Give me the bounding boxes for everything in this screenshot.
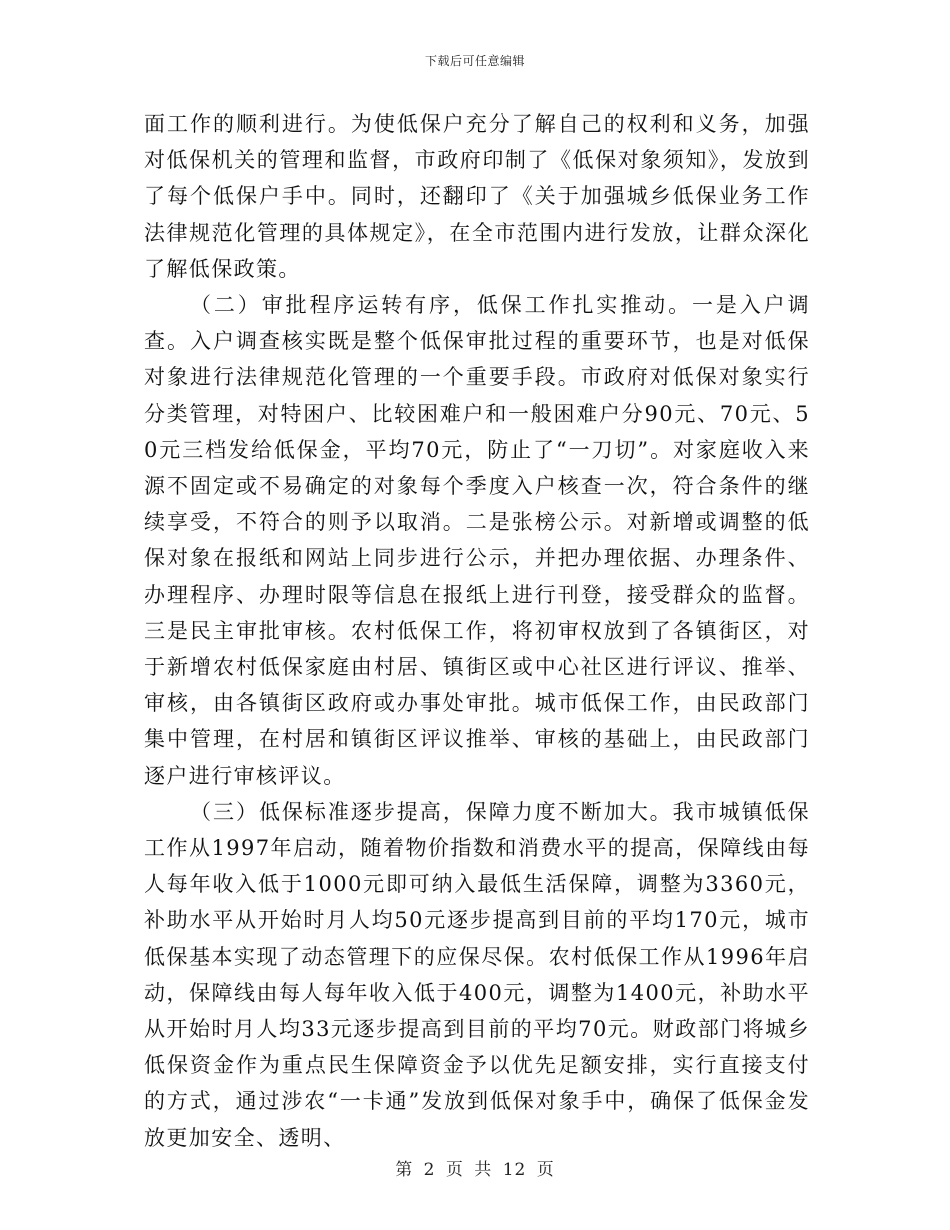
page-number: 第 2 页 共 12 页 [395,1160,555,1180]
paragraph-section-three: （三）低保标准逐步提高，保障力度不断加大。我市城镇低保工作从1997年启动，随着物价指数和消费水平的提高，保障线由每人每年收入低于1000元即可纳入最低生活保障，调整为3360元，补助水平从开始时月人均50元逐步提高到目前的平均170元，城市低保基本实现了动态管理下的应保尽保。农村低保工作从1996年启动，保障线由每人每年收入低于400元，调整为1400元，补助水平从开始时月人均33元逐步提高到目前的平均70元。财政部门将城乡低保资金作为重点民生保障资金予以优先足额安排，实行直接支付的方式，通过涉农“一卡通”发放到低保对象手中，确保了低保金发放更加安全、透明、 [144,799,810,1150]
document-body [144,106,810,1156]
page-header: 下载后可任意编辑 [424,54,525,68]
paragraph-continuation: 面工作的顺利进行。为使低保户充分了解自己的权利和义务，加强对低保机关的管理和监督，市政府印制了《低保对象须知》，发放到了每个低保户手中。同时，还翻印了《关于加强城乡低保业务工作法律规范化管理的具体规定》，在全市范围内进行发放，让群众深化了解低保政策。 [144,112,810,281]
paragraph-section-two: （二）审批程序运转有序，低保工作扎实推动。一是入户调查。入户调查核实既是整个低保审批过程的重要环节，也是对低保对象进行法律规范化管理的一个重要手段。市政府对低保对象实行分类管理，对特困户、比较困难户和一般困难户分90元、70元、50元三档发给低保金，平均70元，防止了“一刀切”。对家庭收入来源不固定或不易确定的对象每个季度入户核查一次，符合条件的继续享受，不符合的则予以取消。二是张榜公示。对新增或调整的低保对象在报纸和网站上同步进行公示，并把办理依据、办理条件、办理程序、办理时限等信息在报纸上进行刊登，接受群众的监督。三是民主审批审核。农村低保工作，将初审权放到了各镇街区，对于新增农村低保家庭由村居、镇街区或中心社区进行评议、推举、审核，由各镇街区政府或办事处审批。城市低保工作，由民政部门集中管理，在村居和镇街区评议推举、审核的基础上，由民政部门逐户进行审核评议。 [144,293,810,788]
